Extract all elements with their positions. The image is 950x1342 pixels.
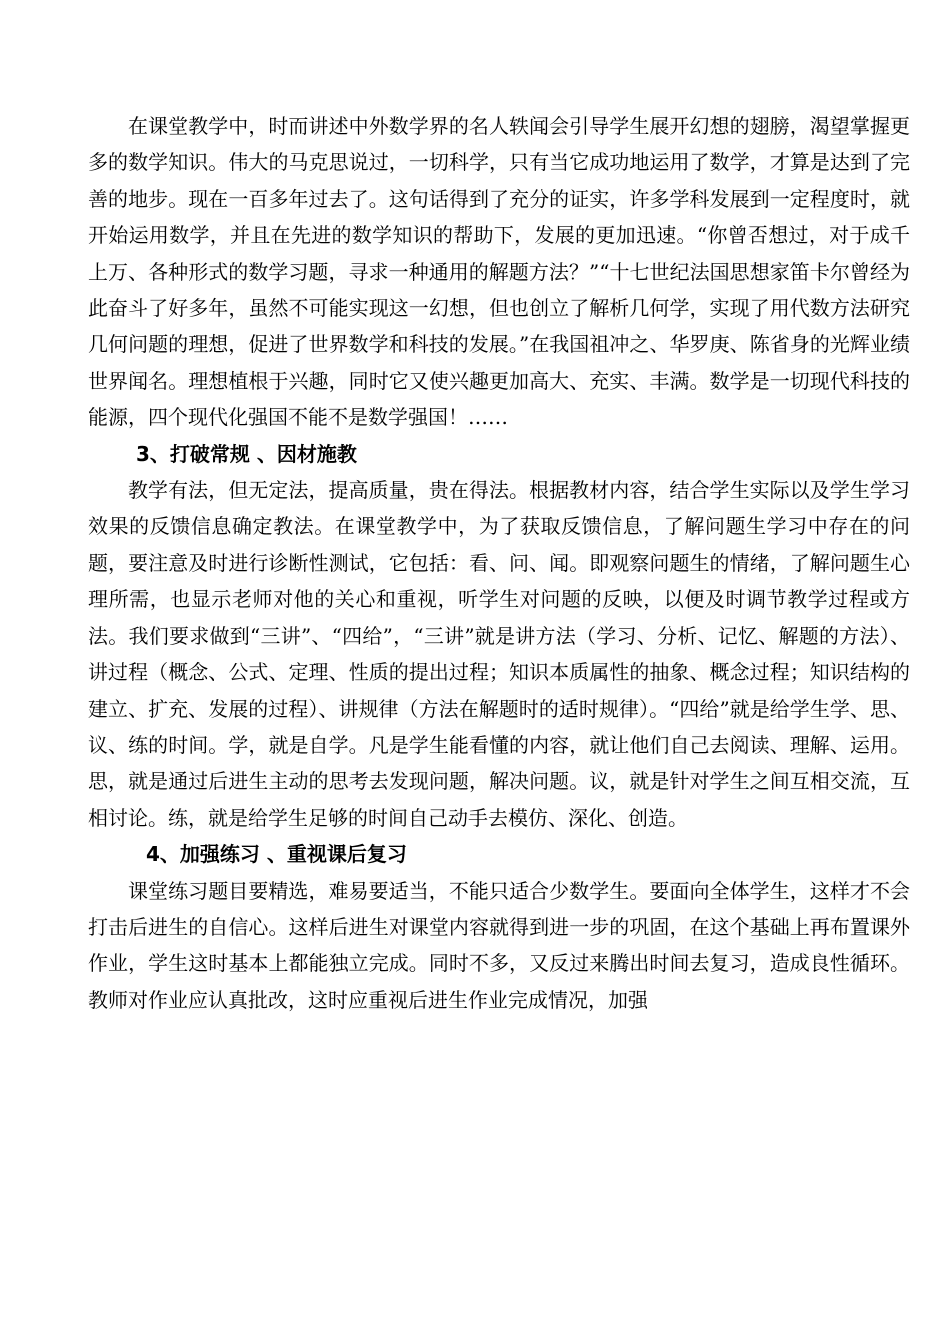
paragraph-teaching-methods: 教学有法，但无定法，提高质量，贵在得法。根据教材内容，结合学生实际以及学生学习效果的反馈信息确定教法。在课堂教学中，为了获取反馈信息，了解问题生学习中存在的问题，要注意及时进行诊断性测试，它包括：看、问、闻。即观察问题生的情绪，了解问题生心理所需，也显示老师对他的关心和重视，听学生对问题的反映，以便及时调节教学过程或方法。我们要求做到“三讲”、“四给”，“三讲”就是讲方法（学习、分析、记忆、解题的方法）、讲过程（概念、公式、定理、性质的提出过程；知识本质属性的抽象、概念过程；知识结构的建立、扩充、发展的过程）、讲规律（方法在解题时的适时规律）。“四给”就是给学生学、思、议、练的时间。学，就是自学。凡是学生能看懂的内容，就让他们自己去阅读、理解、运用。思，就是通过后进生主动的思考去发现问题，解决问题。议，就是针对学生之间互相交流，互相讨论。练，就是给学生足够的时间自己动手去模仿、深化、创造。 [88,478,910,830]
paragraph-practice-review: 课堂练习题目要精选，难易要适当，不能只适合少数学生。要面向全体学生，这样才不会打击后进生的自信心。这样后进生对课堂内容就得到进一步的巩固，在这个基础上再布置课外作业，学生这时基本上都能独立完成。同时不多，又反过来腾出时间去复习，造成良性循环。教师对作业应认真批改，这时应重视后进生作业完成情况，加强 [88,878,910,1012]
section-heading-4: 4、加强练习 、重视课后复习 [146,842,407,867]
document-body [88,108,910,1018]
section-heading-3: 3、打破常规 、因材施教 [136,441,357,466]
paragraph-math-history: 在课堂教学中，时而讲述中外数学界的名人轶闻会引导学生展开幻想的翅膀，渴望掌握更多的数学知识。伟大的马克思说过，一切科学，只有当它成功地运用了数学，才算是达到了完善的地步。现在一百多年过去了。这句话得到了充分的证实，许多学科发展到一定程度时，就开始运用数学，并且在先进的数学知识的帮助下，发展的更加迅速。“你曾否想过，对于成千上万、各种形式的数学习题，寻求一种通用的解题方法？”“十七世纪法国思想家笛卡尔曾经为此奋斗了好多年，虽然不可能实现这一幻想，但也创立了解析几何学，实现了用代数方法研究几何问题的理想，促进了世界数学和科技的发展。”在我国祖冲之、华罗庚、陈省身的光辉业绩世界闻名。理想植根于兴趣，同时它又使兴趣更加高大、充实、丰满。数学是一切现代科技的能源，四个现代化强国不能不是数学强国！…… [88,114,910,430]
